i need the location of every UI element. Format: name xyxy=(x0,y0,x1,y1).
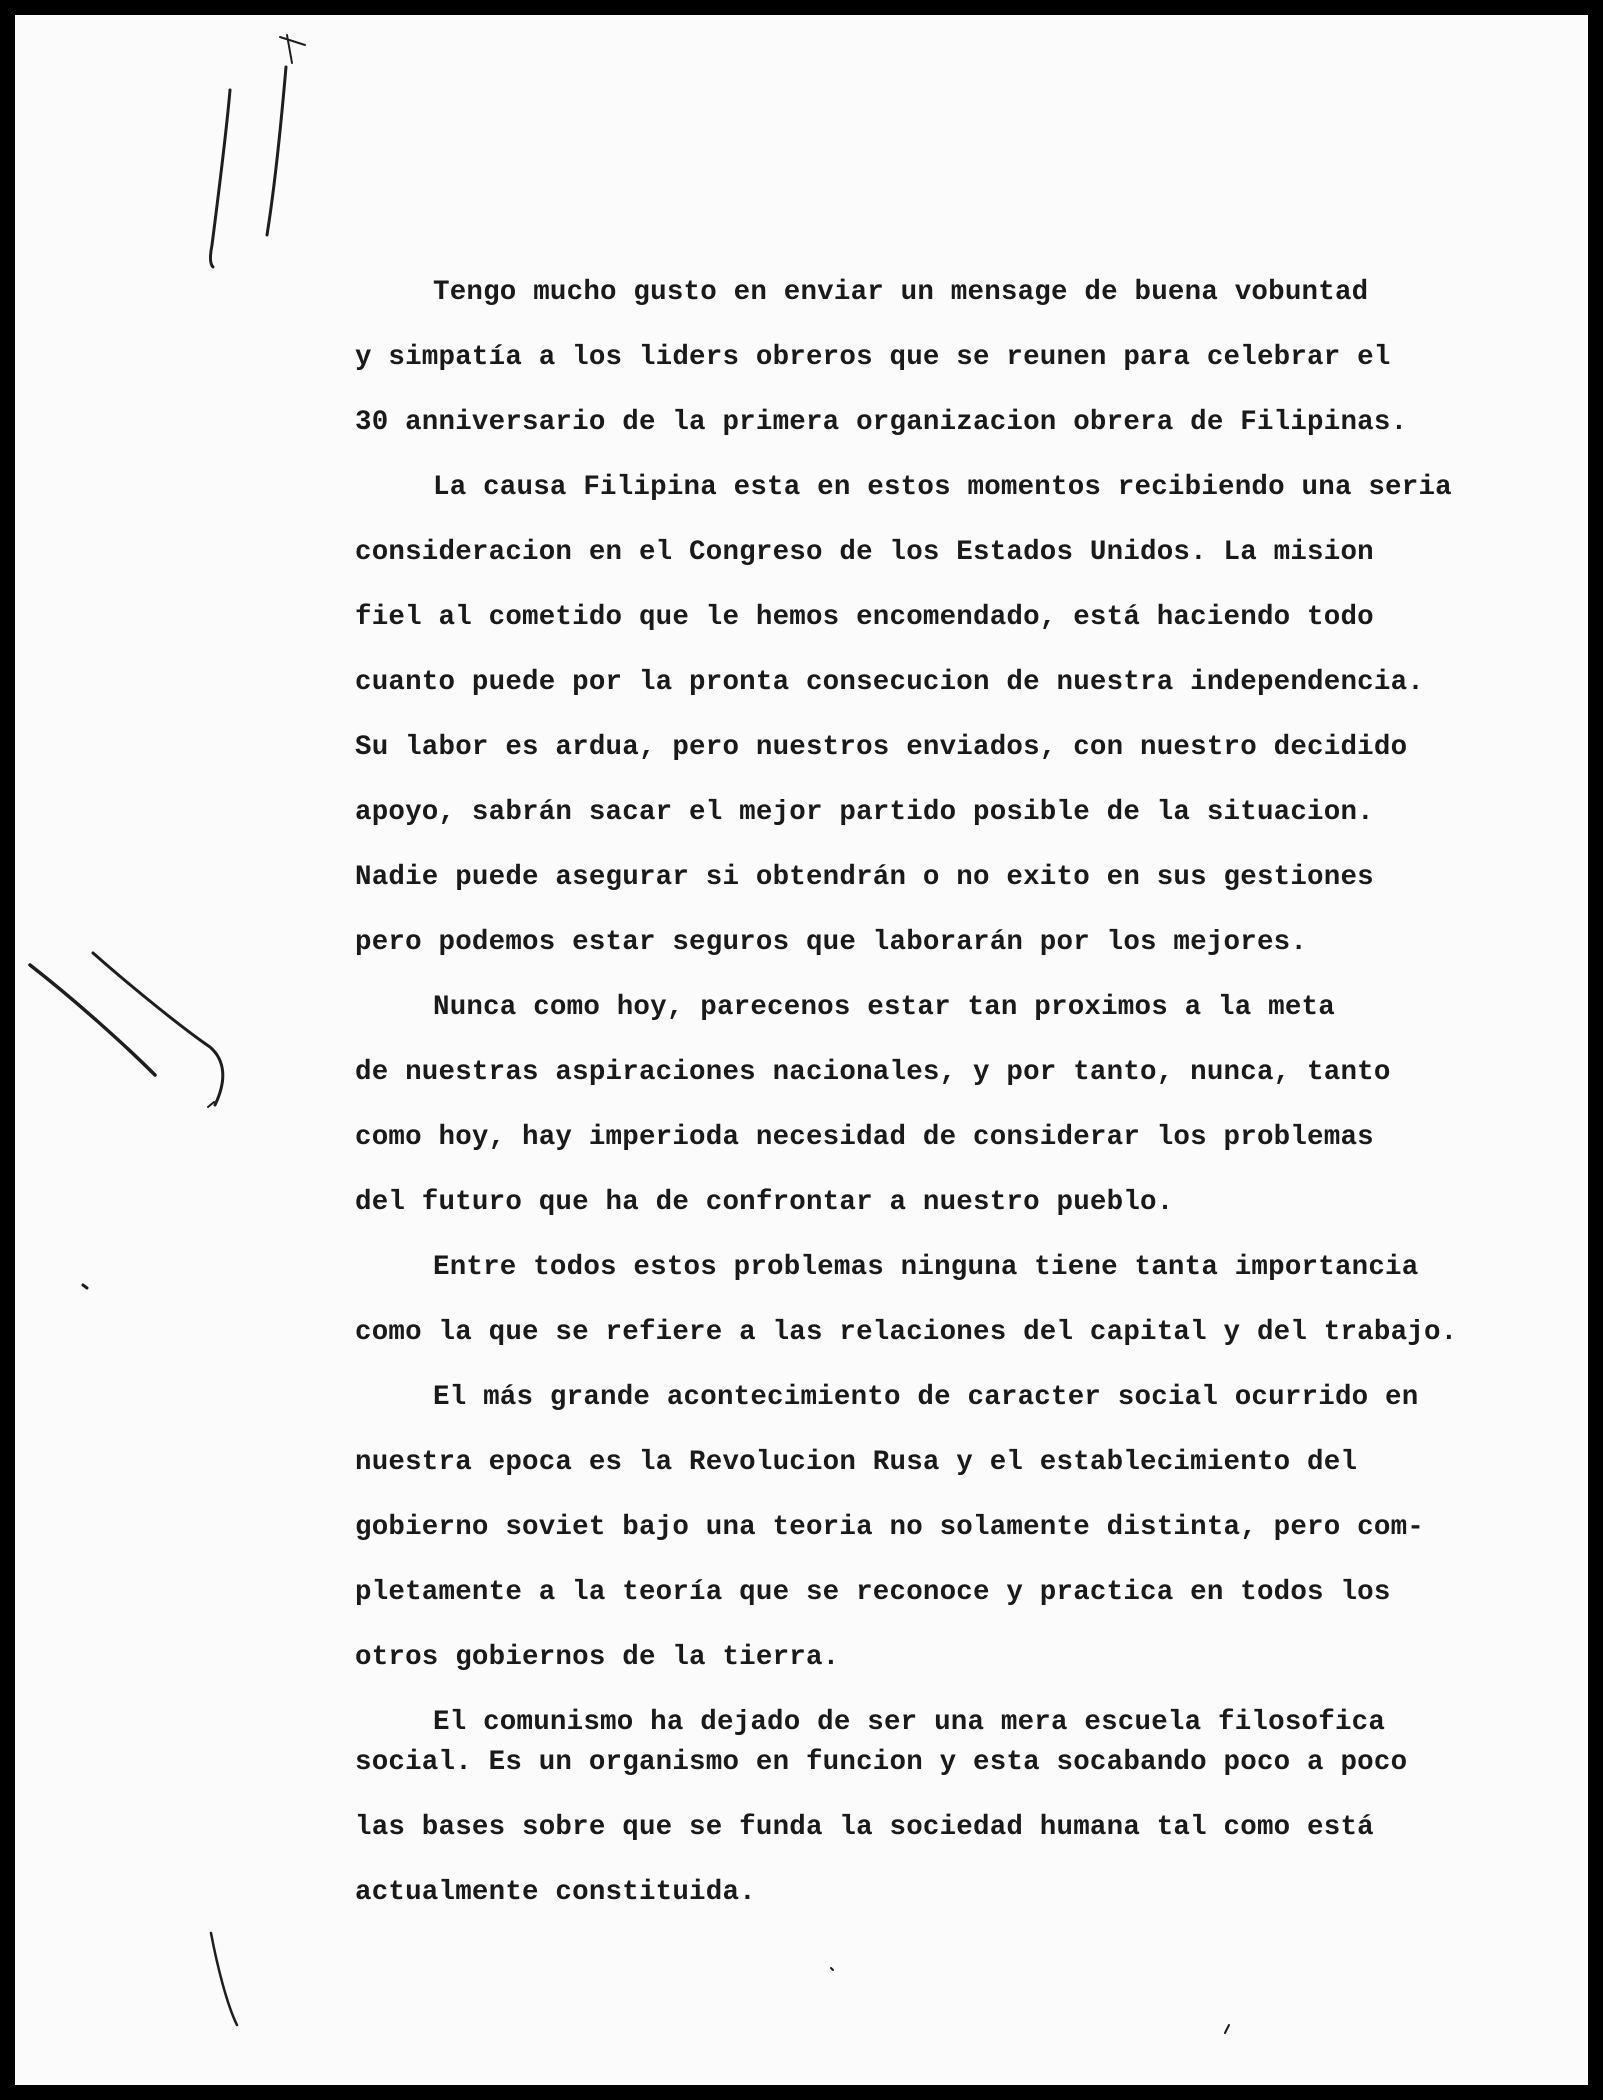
pen-dot-2 xyxy=(208,1102,214,1107)
text-line: actualmente constituida. xyxy=(355,1877,756,1908)
document-page xyxy=(15,15,1588,2085)
pen-stroke-top-left xyxy=(210,90,230,267)
text-line: Nadie puede asegurar si obtendrán o no exito en sus gestiones xyxy=(355,862,1374,893)
text-line: otros gobiernos de la tierra. xyxy=(355,1642,840,1673)
text-line: Entre todos estos problemas ninguna tiene tanta importancia xyxy=(433,1252,1419,1283)
pen-dot-4 xyxy=(831,1968,833,1970)
pen-dot-1 xyxy=(83,1285,87,1288)
text-line: La causa Filipina esta en estos momentos recibiendo una seria xyxy=(433,472,1452,503)
pen-tick-top xyxy=(280,35,305,63)
text-line: Nunca como hoy, parecenos estar tan proximos a la meta xyxy=(433,992,1335,1023)
pen-stroke-bottom xyxy=(211,1933,237,2025)
text-line: gobierno soviet bajo una teoria no solamente distinta, pero com- xyxy=(355,1512,1424,1543)
text-line: fiel al cometido que le hemos encomendado, está haciendo todo xyxy=(355,602,1374,633)
text-line: El comunismo ha dejado de ser una mera escuela filosofica xyxy=(433,1707,1386,1738)
text-line: El más grande acontecimiento de caracter social ocurrido en xyxy=(433,1382,1419,1413)
text-line: pletamente a la teoría que se reconoce y practica en todos los xyxy=(355,1577,1391,1608)
text-line: pero podemos estar seguros que laborarán por los mejores. xyxy=(355,927,1308,958)
text-line: Su labor es ardua, pero nuestros enviados, con nuestro decidido xyxy=(355,732,1408,763)
text-line: cuanto puede por la pronta consecucion de nuestra independencia. xyxy=(355,667,1424,698)
text-line: del futuro que ha de confrontar a nuestro pueblo. xyxy=(355,1187,1174,1218)
text-line: de nuestras aspiraciones nacionales, y por tanto, nunca, tanto xyxy=(355,1057,1391,1088)
text-line: como la que se refiere a las relaciones del capital y del trabajo. xyxy=(355,1317,1458,1348)
pen-stroke-mid-left xyxy=(30,965,155,1075)
text-line: apoyo, sabrán sacar el mejor partido posible de la situacion. xyxy=(355,797,1374,828)
text-line: consideracion en el Congreso de los Estados Unidos. La mision xyxy=(355,537,1374,568)
text-line: social. Es un organismo en funcion y esta socabando poco a poco xyxy=(355,1747,1408,1778)
text-line: nuestra epoca es la Revolucion Rusa y el establecimiento del xyxy=(355,1447,1358,1478)
text-line: como hoy, hay imperioda necesidad de considerar los problemas xyxy=(355,1122,1374,1153)
text-line: 30 anniversario de la primera organizacion obrera de Filipinas. xyxy=(355,407,1408,438)
text-line: las bases sobre que se funda la sociedad humana tal como está xyxy=(355,1812,1374,1843)
pen-stroke-top-right xyxy=(267,67,286,235)
text-line: y simpatía a los liders obreros que se reunen para celebrar el xyxy=(355,342,1391,373)
pen-stroke-mid-right xyxy=(93,953,223,1105)
text-line: Tengo mucho gusto en enviar un mensage de buena vobuntad xyxy=(433,277,1369,308)
pen-dot-3 xyxy=(1225,2025,1229,2033)
